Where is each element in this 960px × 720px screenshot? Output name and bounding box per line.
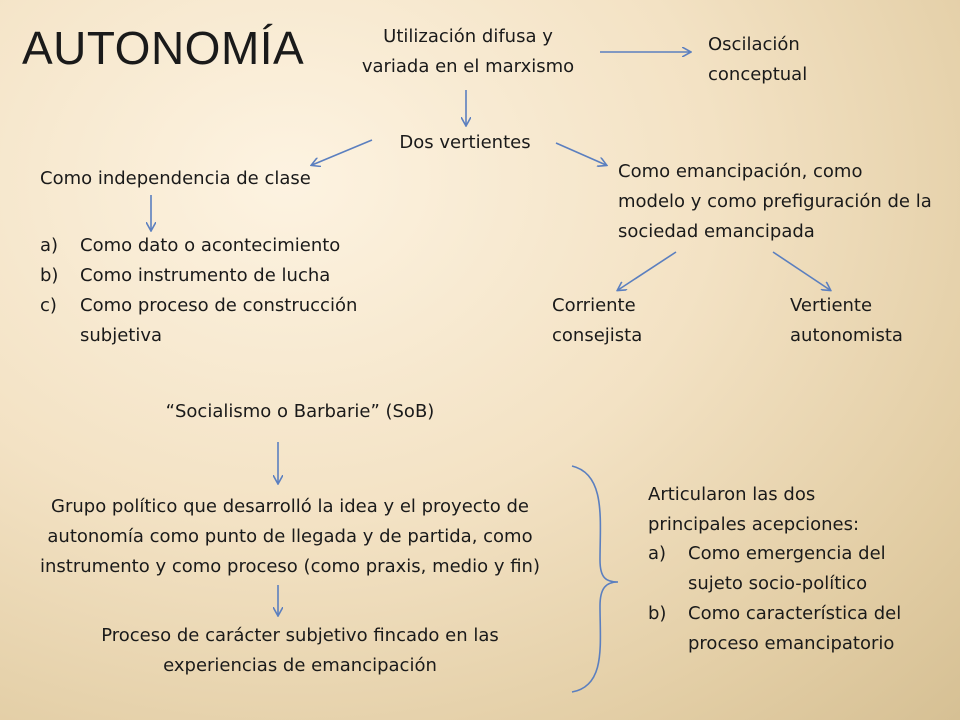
oscilacion-conceptual-text: Oscilación conceptual	[708, 34, 808, 85]
acepciones-list	[648, 539, 938, 659]
arrow-dos-vertientes-to-independencia	[312, 140, 372, 165]
proceso-subjetivo-text: Proceso de carácter subjetivo fincado en las experiencias de emancipación	[101, 625, 499, 676]
list-marker: a)	[40, 235, 59, 256]
emancipacion-heading: Como emancipación, como modelo y como prefiguración de la sociedad emancipada	[618, 161, 932, 242]
independencia-de-clase-heading: Como independencia de clase	[40, 168, 311, 189]
list-item-text: Como dato o acontecimiento	[80, 235, 341, 256]
grupo-politico-text: Grupo político que desarrolló la idea y el proyecto de autonomía como punto de llegada y de partida, como instrumento y como proceso (como praxis, medio y fin)	[40, 496, 540, 577]
list-item	[40, 291, 410, 351]
arrow-dos-vertientes-to-emancipacion	[556, 143, 606, 165]
independencia-list	[40, 231, 410, 351]
list-item-text: Como instrumento de lucha	[80, 265, 331, 286]
list-item-text: Como emergencia del sujeto socio-político	[688, 543, 886, 594]
articularon-heading: Articularon las dos principales acepciones:	[648, 484, 860, 535]
dos-vertientes-text: Dos vertientes	[399, 132, 531, 153]
list-item-text: Como proceso de construcción subjetiva	[80, 295, 358, 346]
list-marker: b)	[40, 265, 59, 286]
corriente-consejista-text: Corriente consejista	[552, 295, 643, 346]
list-item	[40, 261, 410, 291]
list-marker: a)	[648, 543, 667, 564]
right-curly-brace	[572, 466, 618, 692]
list-item-text: Como característica del proceso emancipatorio	[688, 603, 902, 654]
utilizacion-difusa-text: Utilización difusa y variada en el marxismo	[361, 26, 575, 77]
vertiente-autonomista-text: Vertiente autonomista	[790, 295, 903, 346]
list-item	[648, 539, 938, 599]
page-title: AUTONOMÍA	[22, 22, 305, 74]
list-item	[40, 231, 410, 261]
list-marker: c)	[40, 295, 57, 316]
arrow-emancipacion-to-vertiente	[773, 252, 830, 290]
list-item	[648, 599, 938, 659]
arrow-emancipacion-to-corriente	[618, 252, 676, 290]
list-marker: b)	[648, 603, 667, 624]
sob-title: “Socialismo o Barbarie” (SoB)	[165, 401, 435, 422]
